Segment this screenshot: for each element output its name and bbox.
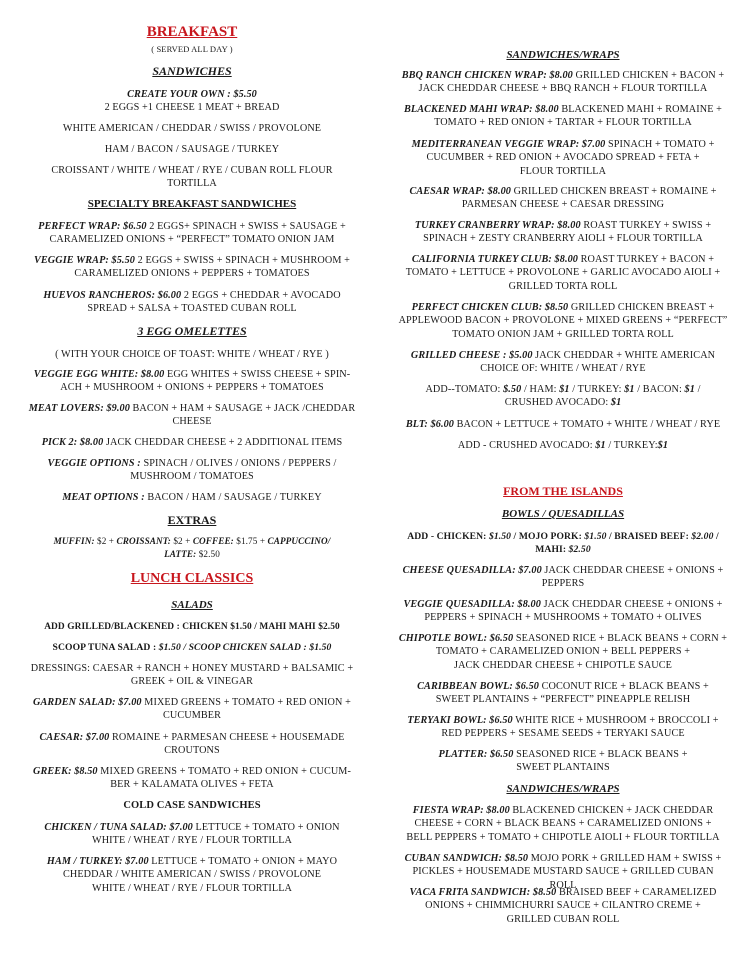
bowls-quesadillas-heading: BOWLS / QUESADILLAS [501,508,625,520]
add-grilled-blackened: ADD GRILLED/BLACKENED : CHICKEN $1.50 / MAHI MAHI $2.50 [44,622,340,632]
menu-item-cuban-sandwich: CUBAN SANDWICH: $8.50 MOJO PORK + GRILLED HAM + SWISS + PICKLES + HOUSEMADE MUSTARD SAUCE + GRILLED CUBAN ROLL [404,853,722,891]
cheese-options: WHITE AMERICAN / CHEDDAR / SWISS / PROVOLONE [62,123,322,134]
grilled-cheese-add-ons: ADD--TOMATO: $.50 / HAM: $1 / TURKEY: $1 / BACON: $1 / CRUSHED AVOCADO: $1 [425,384,701,409]
blt-add-ons: ADD - CRUSHED AVOCADO: $1 / TURKEY:$1 [457,440,669,451]
menu-item-turkey-cranberry-wrap: TURKEY CRANBERRY WRAP: $8.00 ROAST TURKEY + SWISS + SPINACH + ZESTY CRANBERRY AIOLI + FLOUR TORTILLA [414,220,712,245]
bread-options: CROISSANT / WHITE / WHEAT / RYE / CUBAN ROLL FLOUR TORTILLA [51,165,333,190]
menu-item-huevos-rancheros: HUEVOS RANCHEROS: $6.00 2 EGGS + CHEDDAR + AVOCADO SPREAD + SALSA + TOASTED CUBAN ROLL [43,290,341,315]
menu-item-chipotle-bowl: CHIPOTLE BOWL: $6.50 SEASONED RICE + BLACK BEANS + CORN + TOMATO + CARAMELIZED ONION + BELL PEPPERS + JACK CHEDDAR CHEESE + CHIPOTLE SAUCE [398,633,728,671]
menu-item-vaca-frita-sandwich: VACA FRITA SANDWICH: $8.50 BRAISED BEEF + CARAMELIZED ONIONS + CHIMMICHURRI SAUCE + CILANTRO CREME + GRILLED CUBAN ROLL [409,887,717,925]
lunch-classics-title: LUNCH CLASSICS [130,571,254,586]
scoop-salads: SCOOP TUNA SALAD : $1.50 / SCOOP CHICKEN SALAD : $1.50 [52,642,332,653]
menu-item-veggie-wrap: VEGGIE WRAP: $5.50 2 EGGS + SWISS + SPINACH + MUSHROOM + CARAMELIZED ONIONS + PEPPERS + TOMATOES [34,255,350,280]
breakfast-title: BREAKFAST [146,24,238,40]
cold-case-heading: COLD CASE SANDWICHES [123,800,261,811]
menu-item-blt: BLT: $6.00 BACON + LETTUCE + TOMATO + WHITE / WHEAT / RYE [405,419,721,430]
menu-item-caribbean-bowl: CARIBBEAN BOWL: $6.50 COCONUT RICE + BLACK BEANS + SWEET PLANTAINS + “PERFECT” PINEAPPLE RELISH [417,681,709,706]
sandwiches-heading: SANDWICHES [152,64,232,78]
menu-item-cheese-quesadilla: CHEESE QUESADILLA: $7.00 JACK CHEDDAR CHEESE + ONIONS + PEPPERS [402,565,724,590]
menu-item-veggie-egg-white: VEGGIE EGG WHITE: $8.00 EGG WHITES + SWISS CHEESE + SPIN- ACH + MUSHROOM + ONIONS + PEPPERS + TOMATOES [33,369,351,394]
meat-options: HAM / BACON / SAUSAGE / TURKEY [104,144,280,155]
dressings: DRESSINGS: CAESAR + RANCH + HONEY MUSTARD + BALSAMIC + GREEK + OIL & VINEGAR [30,663,354,688]
omelette-toast-choice: ( WITH YOUR CHOICE OF TOAST: WHITE / WHEAT / RYE ) [55,349,329,360]
menu-item-fiesta-wrap: FIESTA WRAP: $8.00 BLACKENED CHICKEN + JACK CHEDDAR CHEESE + CORN + BLACK BEANS + CARAMELIZED ONIONS + BELL PEPPERS + TOMATO + CHIPOTLE AIOLI + FLOUR TORTILLA [406,805,720,843]
specialty-heading: SPECIALTY BREAKFAST SANDWICHES [87,198,297,210]
menu-item-platter: PLATTER: $6.50 SEASONED RICE + BLACK BEANS + SWEET PLANTAINS [438,749,688,774]
menu-item-perfect-chicken-club: PERFECT CHICKEN CLUB: $8.50 GRILLED CHICKEN BREAST + APPLEWOOD BACON + PROVOLONE + MIXED GREENS + “PERFECT” TOMATO ONION JAM + GRILLED TORTA ROLL [398,302,728,340]
menu-item-meat-lovers: MEAT LOVERS: $9.00 BACON + HAM + SAUSAGE + JACK /CHEDDAR CHEESE [28,403,356,428]
menu-item-blackened-mahi-wrap: BLACKENED MAHI WRAP: $8.00 BLACKENED MAHI + ROMAINE + TOMATO + RED ONION + TARTAR + FLOUR TORTILLA [403,104,723,129]
menu-item-bbq-ranch-wrap: BBQ RANCH CHICKEN WRAP: $8.00 GRILLED CHICKEN + BACON + JACK CHEDDAR CHEESE + BBQ RANCH + FLOUR TORTILLA [401,70,725,95]
salads-heading: SALADS [171,599,213,611]
menu-item-create-your-own: CREATE YOUR OWN : $5.50 2 EGGS +1 CHEESE 1 MEAT + BREAD [104,89,280,114]
meat-options-omelette: MEAT OPTIONS : BACON / HAM / SAUSAGE / TURKEY [62,492,322,503]
menu-item-perfect-wrap: PERFECT WRAP: $6.50 2 EGGS+ SPINACH + SWISS + SAUSAGE + CARAMELIZED ONIONS + “PERFECT” TOMATO ONION JAM [38,221,346,246]
served-all-day: ( SERVED ALL DAY ) [151,44,233,54]
extras-heading: EXTRAS [167,513,217,527]
extras-list: MUFFIN: $2 + CROISSANT: $2 + COFFEE: $1.75 + CAPPUCCINO/ LATTE: $2.50 [53,536,331,560]
menu-item-teryaki-bowl: TERYAKI BOWL: $6.50 WHITE RICE + MUSHROOM + BROCCOLI + RED PEPPERS + SESAME SEEDS + TERYAKI SAUCE [407,715,719,740]
menu-item-mediterranean-wrap: MEDITERRANEAN VEGGIE WRAP: $7.00 SPINACH + TOMATO + CUCUMBER + RED ONION + AVOCADO SPREAD + FETA + FLOUR TORTILLA [411,139,715,177]
omelettes-heading: 3 EGG OMELETTES [137,324,247,338]
menu-item-california-turkey-club: CALIFORNIA TURKEY CLUB: $8.00 ROAST TURKEY + BACON + TOMATO + LETTUCE + PROVOLONE + GARLIC AVOCADO AIOLI + GRILLED TORTA ROLL [405,254,721,292]
veggie-options: VEGGIE OPTIONS : SPINACH / OLIVES / ONIONS / PEPPERS / MUSHROOM / TOMATOES [47,458,337,483]
menu-item-veggie-quesadilla: VEGGIE QUESADILLA: $8.00 JACK CHEDDAR CHEESE + ONIONS + PEPPERS + SPINACH + MUSHROOMS + TOMATO + OLIVES [403,599,723,624]
menu-item-caesar-wrap: CAESAR WRAP: $8.00 GRILLED CHICKEN BREAST + ROMAINE + PARMESAN CHEESE + CAESAR DRESSING [409,186,717,211]
menu-item-grilled-cheese: GRILLED CHEESE : $5.00 JACK CHEDDAR + WHITE AMERICAN CHOICE OF: WHITE / WHEAT / RYE [410,350,716,375]
protein-add-ons: ADD - CHICKEN: $1.50 / MOJO PORK: $1.50 / BRAISED BEEF: $2.00 / MAHI: $2.50 [407,531,719,556]
menu-item-pick-2: PICK 2: $8.00 JACK CHEDDAR CHEESE + 2 ADDITIONAL ITEMS [41,437,343,448]
sandwiches-wraps-heading-2: SANDWICHES/WRAPS [506,783,620,795]
from-the-islands-title: FROM THE ISLANDS [503,484,623,498]
menu-item-chicken-tuna-salad: CHICKEN / TUNA SALAD: $7.00 LETTUCE + TOMATO + ONION WHITE / WHEAT / RYE / FLOUR TORTILLA [44,822,340,847]
menu-item-greek-salad: GREEK: $8.50 MIXED GREENS + TOMATO + RED ONION + CUCUM- BER + KALAMATA OLIVES + FETA [33,766,351,791]
menu-item-ham-turkey: HAM / TURKEY: $7.00 LETTUCE + TOMATO + ONION + MAYO CHEDDAR / WHITE AMERICAN / SWISS / PROVOLONE WHITE / WHEAT / RYE / FLOUR TORTILLA [46,856,338,894]
menu-item-garden-salad: GARDEN SALAD: $7.00 MIXED GREENS + TOMATO + RED ONION + CUCUMBER [33,697,351,722]
sandwiches-wraps-heading: SANDWICHES/WRAPS [506,49,620,61]
menu-item-caesar-salad: CAESAR: $7.00 ROMAINE + PARMESAN CHEESE + HOUSEMADE CROUTONS [39,732,345,757]
